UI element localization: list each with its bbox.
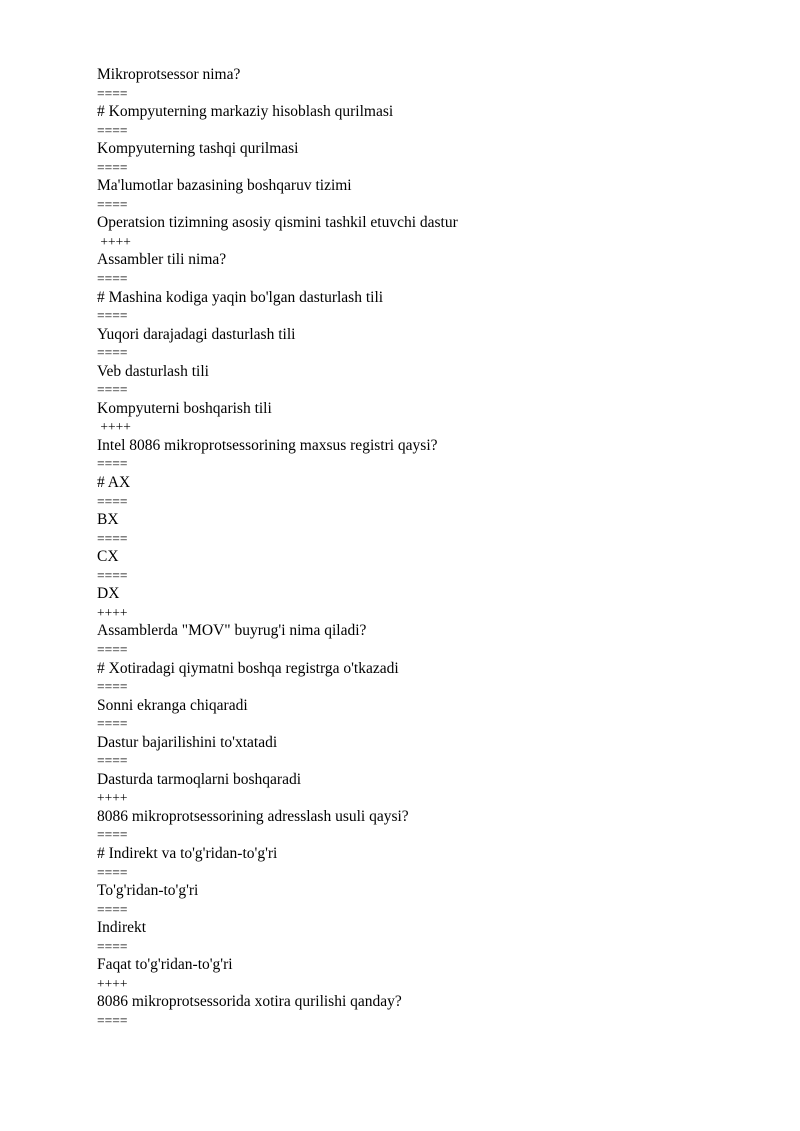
answer-line: To'g'ridan-to'g'ri xyxy=(97,882,199,900)
separator-line: ==== xyxy=(97,122,128,138)
question-line: 8086 mikroprotsessorida xotira qurilishi qanday? xyxy=(97,993,402,1011)
correct-answer-line: # Mashina kodiga yaqin bo'lgan dasturlash tili xyxy=(97,288,384,306)
separator-line: ==== xyxy=(97,827,128,843)
separator-line: ==== xyxy=(97,901,128,917)
separator-line: ==== xyxy=(97,159,128,175)
answer-line: Veb dasturlash tili xyxy=(97,362,209,380)
correct-answer-line: # Xotiradagi qiymatni boshqa registrga o'tkazadi xyxy=(97,659,399,677)
answer-line: Ma'lumotlar bazasining boshqaruv tizimi xyxy=(97,177,352,195)
separator-line: ==== xyxy=(97,345,128,361)
answer-line: Kompyuterning tashqi qurilmasi xyxy=(97,140,299,158)
separator-line: ==== xyxy=(97,864,128,880)
separator-line: ++++ xyxy=(97,790,128,806)
separator-line: ==== xyxy=(97,382,128,398)
answer-line: DX xyxy=(97,585,120,603)
question-line: Mikroprotsessor nima? xyxy=(97,66,241,83)
separator-line: ==== xyxy=(97,1012,128,1028)
separator-line: ++++ xyxy=(97,233,131,249)
separator-line: ++++ xyxy=(97,975,128,991)
answer-line: Dasturda tarmoqlarni boshqaradi xyxy=(97,770,302,788)
correct-answer-line: # Kompyuterning markaziy hisoblash qurilmasi xyxy=(97,103,394,121)
question-line: 8086 mikroprotsessorining adresslash usuli qaysi? xyxy=(97,807,409,825)
separator-line: ==== xyxy=(97,530,128,546)
correct-answer-line: # Indirekt va to'g'ridan-to'g'ri xyxy=(97,844,278,862)
separator-line: ==== xyxy=(97,308,128,324)
answer-line: Indirekt xyxy=(97,919,147,937)
separator-line: ++++ xyxy=(97,604,128,620)
separator-line: ==== xyxy=(97,567,128,583)
answer-line: BX xyxy=(97,511,119,529)
separator-line: ==== xyxy=(97,716,128,732)
answer-line: Yuqori darajadagi dasturlash tili xyxy=(97,325,296,343)
answer-line: Kompyuterni boshqarish tili xyxy=(97,399,272,417)
separator-line: ==== xyxy=(97,85,128,101)
answer-line: CX xyxy=(97,548,119,566)
answer-line: Operatsion tizimning asosiy qismini tashkil etuvchi dastur xyxy=(97,214,458,232)
answer-line: Dastur bajarilishini to'xtatadi xyxy=(97,733,278,751)
separator-line: ==== xyxy=(97,493,128,509)
correct-answer-line: # AX xyxy=(97,474,131,492)
question-line: Assambler tili nima? xyxy=(97,251,227,269)
separator-line: ==== xyxy=(97,271,128,287)
separator-line: ==== xyxy=(97,641,128,657)
separator-line: ++++ xyxy=(97,419,131,435)
separator-line: ==== xyxy=(97,456,128,472)
answer-line: Faqat to'g'ridan-to'g'ri xyxy=(97,956,233,974)
question-line: Intel 8086 mikroprotsessorining maxsus registri qaysi? xyxy=(97,436,438,454)
separator-line: ==== xyxy=(97,679,128,695)
separator-line: ==== xyxy=(97,196,128,212)
question-line: Assamblerda "MOV" buyrug'i nima qiladi? xyxy=(97,622,367,640)
document-body xyxy=(97,66,737,1030)
answer-line: Sonni ekranga chiqaradi xyxy=(97,696,248,714)
separator-line: ==== xyxy=(97,938,128,954)
separator-line: ==== xyxy=(97,753,128,769)
